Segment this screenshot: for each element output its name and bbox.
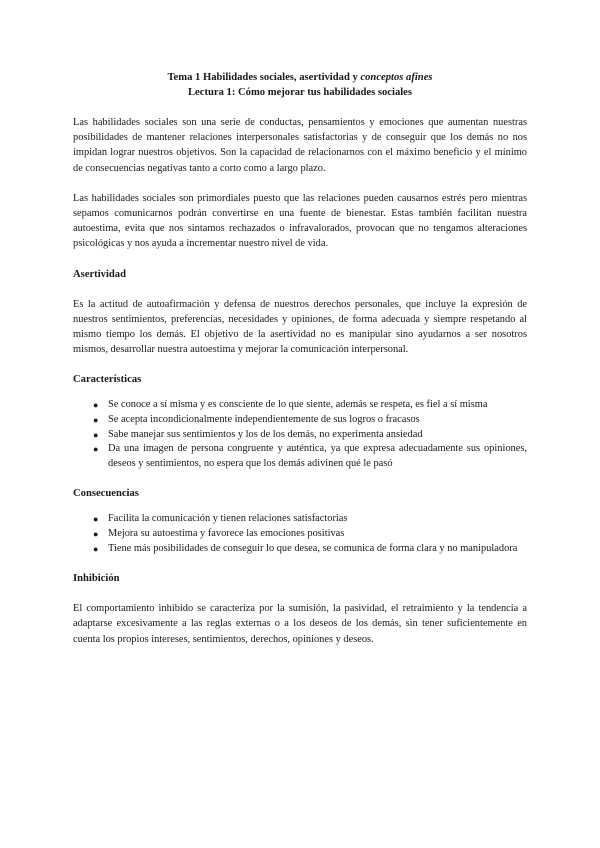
inhibicion-paragraph: El comportamiento inhibido se caracteriza por la sumisión, la pasividad, el retraimiento y la tendencia a adaptarse excesivamente a las reglas externas o a los deseos de los demás, sin tener suficientemente en cuenta los propios intereses, sentimientos, derechos, opiniones y deseos.: [73, 603, 527, 645]
list-item: [93, 512, 527, 527]
list-item-text: Da una imagen de persona congruente y auténtica, ya que expresa adecuadamente sus opiniones, deseos y sentimientos, no espera que los demás adivinen qué le pasó: [108, 443, 527, 469]
list-item: [93, 442, 527, 471]
bullet-icon: ●: [93, 400, 99, 411]
list-item-text: Sabe manejar sus sentimientos y los de los demás, no experimenta ansiedad: [108, 428, 423, 440]
document-title: [73, 70, 527, 85]
consecuencias-list: [73, 512, 527, 556]
bullet-icon: ●: [93, 444, 99, 455]
caracteristicas-heading: Características: [73, 374, 142, 386]
list-item-text: Se conoce a sí misma y es consciente de lo que siente, además se respeta, es fiel a sí misma: [108, 399, 488, 411]
list-item-text: Se acepta incondicionalmente independientemente de sus logros o fracasos: [108, 414, 420, 426]
list-item: [93, 413, 527, 428]
list-item: [93, 428, 527, 443]
bullet-icon: ●: [93, 415, 99, 426]
list-item-text: Tiene más posibilidades de conseguir lo que desea, se comunica de forma clara y no manipuladora: [108, 542, 518, 554]
list-item: [93, 398, 527, 413]
title-italic: conceptos afines: [360, 72, 433, 83]
document-page: [73, 70, 527, 647]
bullet-icon: ●: [93, 514, 99, 525]
list-item-text: Mejora su autoestima y favorece las emociones positivas: [108, 528, 345, 539]
intro-paragraph-2: Las habilidades sociales son primordiales puesto que las relaciones pueden causarnos estrés pero mientras sepamos comunicarnos podrán convertirse en una fuente de bienestar. Estas también facilitan nuestra autoestima, evita que nos sintamos rechazados o infravalorados, provocan que no tengamos alteraciones psicológicas y nos ayuda a incrementar nuestro nivel de vida.: [73, 192, 527, 250]
asertividad-paragraph: Es la actitud de autoafirmación y defensa de nuestros derechos personales, que incluye la expresión de nuestros sentimientos, preferencias, necesidades y opiniones, de forma adecuada y siempre respetando al mismo tiempo los demás. El objetivo de la asertividad no es manipular sino ayudarnos a ser nosotros mismos, desarrollar nuestra autoestima y mejorar la comunicación interpersonal.: [73, 298, 527, 356]
bullet-icon: ●: [93, 543, 99, 554]
bullet-icon: ●: [93, 529, 99, 539]
intro-paragraph-1: Las habilidades sociales son una serie de conductas, pensamientos y emociones que aumentan nuestras posibilidades de mantener relaciones interpersonales satisfactorias y de conseguir que los demás no nos impidan lograr nuestros objetivos. Son la capacidad de relacionarnos con el máximo beneficio y el mínimo de consecuencias negativas tanto a corto como a largo plazo.: [73, 117, 527, 174]
asertividad-heading: Asertividad: [73, 268, 126, 280]
list-item: [93, 542, 527, 557]
caracteristicas-list: [73, 398, 527, 471]
list-item: [93, 527, 527, 542]
inhibicion-heading: Inhibición: [73, 573, 120, 585]
bullet-icon: ●: [93, 429, 99, 440]
document-subtitle: Lectura 1: Cómo mejorar tus habilidades sociales: [187, 87, 413, 98]
list-item-text: Facilita la comunicación y tienen relaciones satisfactorias: [108, 513, 348, 525]
consecuencias-heading: Consecuencias: [73, 488, 139, 500]
title-main: Tema 1 Habilidades sociales, asertividad y: [167, 72, 361, 83]
